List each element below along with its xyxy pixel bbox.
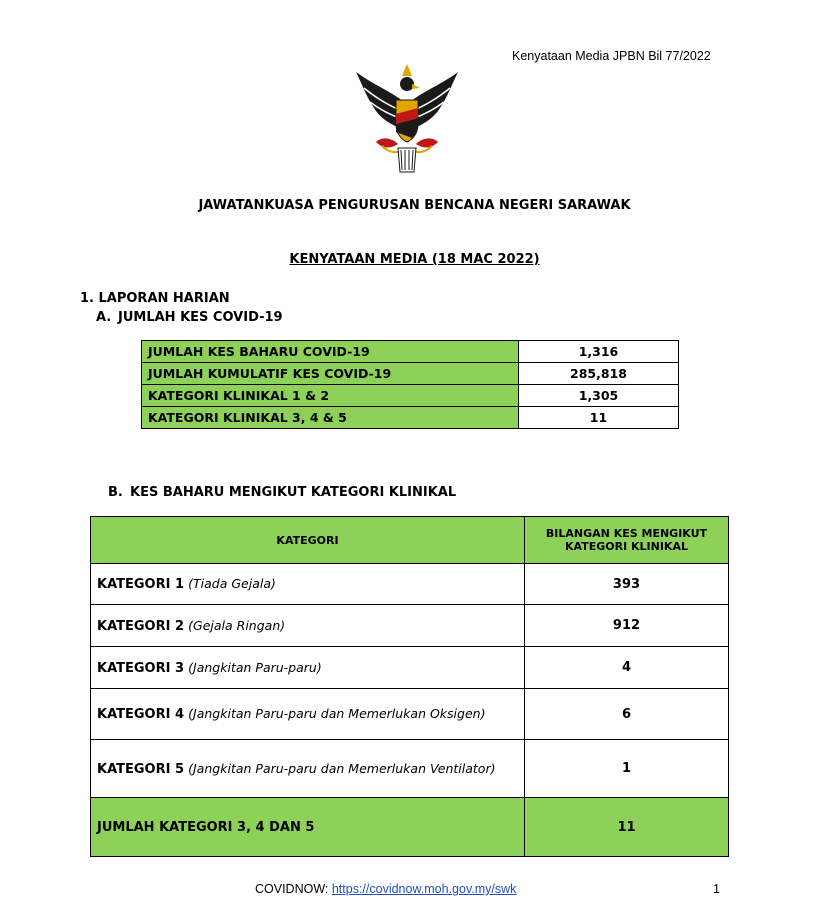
category-desc: (Tiada Gejala) <box>188 576 276 591</box>
table-row <box>91 605 729 647</box>
subsection-b-label: B. <box>108 485 123 500</box>
category-table <box>90 516 729 857</box>
category-cell <box>91 740 525 798</box>
table-row <box>142 407 679 429</box>
footer <box>255 882 516 896</box>
header-category: KATEGORI <box>91 517 525 564</box>
category-cell <box>91 564 525 605</box>
category-desc: (Gejala Ringan) <box>188 617 286 633</box>
category-name: KATEGORI 4 <box>97 707 185 722</box>
table-row <box>91 740 729 798</box>
table-row <box>91 647 729 689</box>
summary-value: 285,818 <box>519 363 679 385</box>
table-row <box>91 689 729 740</box>
category-count: 912 <box>525 605 729 647</box>
total-value: 11 <box>525 798 729 857</box>
summary-value: 1,305 <box>519 385 679 407</box>
header-count: BILANGAN KES MENGIKUT KATEGORI KLINIKAL <box>525 517 729 564</box>
summary-label: JUMLAH KUMULATIF KES COVID-19 <box>142 363 519 385</box>
summary-label: JUMLAH KES BAHARU COVID-19 <box>142 341 519 363</box>
reference-number: Kenyataan Media JPBN Bil 77/2022 <box>512 49 711 63</box>
table-row <box>142 363 679 385</box>
category-count: 1 <box>525 740 729 798</box>
subsection-b-heading <box>108 485 456 500</box>
subsection-a-label: A. <box>96 310 112 325</box>
summary-table <box>141 340 679 429</box>
organisation-title: JAWATANKUASA PENGURUSAN BENCANA NEGERI SARAWAK <box>198 198 631 213</box>
table-total-row <box>91 798 729 857</box>
category-name: KATEGORI 1 <box>97 577 185 592</box>
category-cell <box>91 605 525 647</box>
table-row <box>142 341 679 363</box>
category-count: 6 <box>525 689 729 740</box>
section-heading: 1. LAPORAN HARIAN <box>80 291 230 306</box>
category-cell <box>91 689 525 740</box>
category-name: KATEGORI 2 <box>97 618 185 634</box>
category-name: KATEGORI 3 <box>97 660 185 676</box>
statement-title <box>0 252 829 267</box>
sarawak-crest-icon <box>352 62 462 180</box>
table-row <box>142 385 679 407</box>
covidnow-link[interactable]: https://covidnow.moh.gov.my/swk <box>331 882 517 896</box>
subsection-a-heading <box>96 310 283 325</box>
table-row <box>91 564 729 605</box>
subsection-b-title: KES BAHARU MENGIKUT KATEGORI KLINIKAL <box>130 485 457 500</box>
category-cell <box>91 647 525 689</box>
statement-title-text: KENYATAAN MEDIA (18 MAC 2022) <box>289 252 540 267</box>
table-header-row <box>91 517 729 564</box>
page-number: 1 <box>713 882 720 896</box>
summary-value: 11 <box>519 407 679 429</box>
total-label: JUMLAH KATEGORI 3, 4 DAN 5 <box>91 798 525 857</box>
category-desc: (Jangkitan Paru-paru) <box>188 659 322 675</box>
category-desc: (Jangkitan Paru-paru dan Memerlukan Ventilator) <box>188 760 496 776</box>
footer-prefix: COVIDNOW: <box>255 882 332 896</box>
subsection-a-title: JUMLAH KES COVID-19 <box>118 310 283 325</box>
category-name: KATEGORI 5 <box>97 761 185 777</box>
category-count: 393 <box>525 564 729 605</box>
category-count: 4 <box>525 647 729 689</box>
summary-label: KATEGORI KLINIKAL 3, 4 & 5 <box>142 407 519 429</box>
summary-label: KATEGORI KLINIKAL 1 & 2 <box>142 385 519 407</box>
category-desc: (Jangkitan Paru-paru dan Memerlukan Oksigen) <box>188 706 486 721</box>
summary-value: 1,316 <box>519 341 679 363</box>
